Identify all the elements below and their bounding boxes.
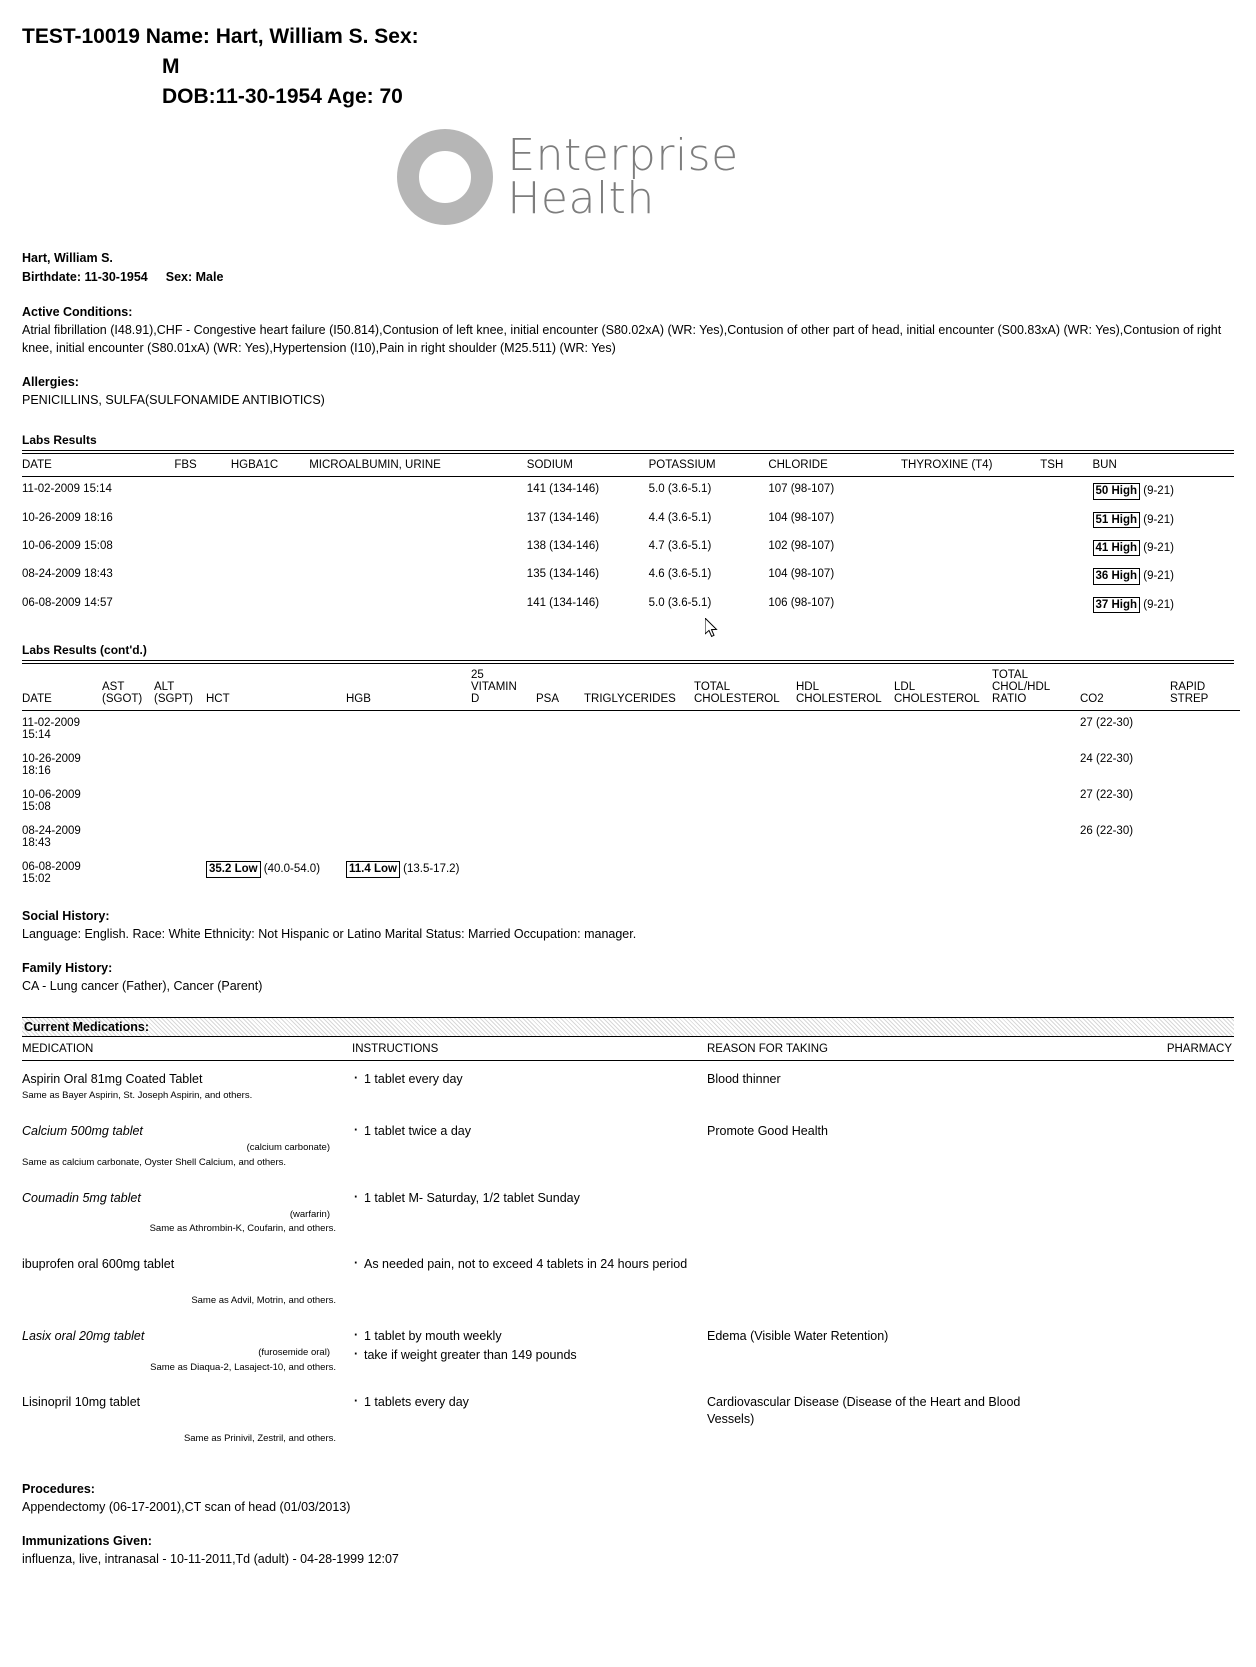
instructions-cell bbox=[352, 1318, 707, 1385]
table-row bbox=[22, 747, 1240, 783]
lab2-hct-range: (40.0-54.0) bbox=[263, 863, 321, 876]
patient-name: Hart, William S. bbox=[22, 251, 113, 266]
lab-chloride: 104 (98-107) bbox=[768, 511, 835, 524]
family-history-text: CA - Lung cancer (Father), Cancer (Parent) bbox=[22, 979, 263, 994]
lab2-hdl bbox=[796, 855, 894, 891]
pharmacy-cell bbox=[1072, 1246, 1234, 1318]
current-medications-table bbox=[22, 1037, 1234, 1456]
immunizations-text: influenza, live, intranasal - 10-11-2011,Td (adult) - 04-28-1999 12:07 bbox=[22, 1552, 399, 1567]
instructions-cell bbox=[352, 1246, 707, 1318]
lab-potassium: 5.0 (3.6-5.1) bbox=[648, 483, 712, 496]
medication-name: ibuprofen oral 600mg tablet bbox=[22, 1257, 175, 1272]
labs-col-hgba1c: HGBA1C bbox=[231, 454, 309, 477]
meds-col-reason: REASON FOR TAKING bbox=[707, 1037, 1072, 1061]
lab-chloride: 107 (98-107) bbox=[768, 483, 835, 496]
medication-cell bbox=[22, 1113, 352, 1180]
lab2-trig bbox=[584, 747, 694, 783]
immunizations-section bbox=[22, 1534, 1234, 1568]
header-line-3: DOB:11-30-1954 Age: 70 bbox=[162, 84, 403, 108]
lab-sodium: 137 (134-146) bbox=[526, 511, 600, 524]
labs-col-chloride: CHLORIDE bbox=[768, 454, 901, 477]
labs-col-potassium: POTASSIUM bbox=[649, 454, 769, 477]
header-line-2: M bbox=[162, 54, 180, 78]
lab2-hct bbox=[206, 783, 346, 819]
lab-tsh bbox=[1040, 562, 1092, 590]
patient-birthdate: Birthdate: 11-30-1954 bbox=[22, 270, 148, 285]
lab-microalbumin bbox=[309, 591, 527, 619]
lab2-rapid-strep bbox=[1170, 855, 1240, 891]
lab2-co2: 27 (22-30) bbox=[1080, 789, 1134, 802]
lab2-date: 08-24-2009 18:43 bbox=[22, 825, 81, 850]
medication-cell bbox=[22, 1318, 352, 1385]
status-badge: 41 High bbox=[1093, 540, 1141, 556]
procedures-section bbox=[22, 1482, 1234, 1516]
lab-hgba1c bbox=[231, 534, 309, 562]
lab2-trig bbox=[584, 711, 694, 748]
table-row bbox=[22, 506, 1234, 534]
lab2-co2: 26 (22-30) bbox=[1080, 825, 1134, 838]
labs-results-title: Labs Results bbox=[22, 433, 97, 448]
status-badge: 37 High bbox=[1093, 597, 1141, 613]
pharmacy-cell bbox=[1072, 1113, 1234, 1180]
lab2-alt bbox=[154, 747, 206, 783]
lab2-hct bbox=[206, 711, 346, 748]
lab2-rapid-strep bbox=[1170, 819, 1240, 855]
lab-fbs bbox=[174, 534, 231, 562]
active-conditions-title: Active Conditions: bbox=[22, 304, 133, 319]
lab-potassium: 4.4 (3.6-5.1) bbox=[648, 511, 712, 524]
medication-same-as: Same as Athrombin-K, Coufarin, and others. bbox=[149, 1223, 336, 1235]
lab-bun bbox=[1093, 591, 1235, 619]
lab2-ast bbox=[102, 711, 154, 748]
lab2-date: 06-08-2009 15:02 bbox=[22, 861, 81, 886]
medication-same-as: Same as calcium carbonate, Oyster Shell Calcium, and others. bbox=[22, 1156, 287, 1168]
document-header bbox=[22, 22, 1234, 111]
lab2-rapid-strep bbox=[1170, 783, 1240, 819]
table-row bbox=[22, 711, 1240, 748]
reason-cell: Cardiovascular Disease (Disease of the Heart and Blood Vessels) bbox=[707, 1395, 1021, 1427]
table-row bbox=[22, 1384, 1234, 1456]
lab2-hdl bbox=[796, 747, 894, 783]
lab-fbs bbox=[174, 591, 231, 619]
medication-name: Lasix oral 20mg tablet bbox=[22, 1328, 145, 1343]
lab-hgba1c bbox=[231, 562, 309, 590]
labs-col-bun: BUN bbox=[1093, 454, 1235, 477]
labs2-col-total-cholesterol: TOTAL CHOLESTEROL bbox=[694, 664, 796, 711]
lab2-hgb-range: (13.5-17.2) bbox=[403, 863, 460, 876]
lab2-trig bbox=[584, 819, 694, 855]
list-item: · 1 tablet twice a day bbox=[352, 1123, 699, 1140]
lab-potassium: 5.0 (3.6-5.1) bbox=[648, 596, 712, 609]
list-item: · 1 tablet every day bbox=[352, 1071, 699, 1088]
lab2-ldl bbox=[894, 783, 992, 819]
lab-hgba1c bbox=[231, 506, 309, 534]
lab2-total-chol bbox=[694, 747, 796, 783]
lab2-alt bbox=[154, 819, 206, 855]
table-row bbox=[22, 477, 1234, 506]
social-history-title: Social History: bbox=[22, 909, 110, 924]
lab2-ast bbox=[102, 855, 154, 891]
lab2-hgb bbox=[346, 783, 471, 819]
lab2-vitd bbox=[471, 855, 536, 891]
family-history-title: Family History: bbox=[22, 961, 113, 976]
medication-same-as: Same as Bayer Aspirin, St. Joseph Aspirin, and others. bbox=[22, 1090, 253, 1102]
lab2-psa bbox=[536, 711, 584, 748]
lab2-ratio bbox=[992, 711, 1080, 748]
lab-bun-range: (9-21) bbox=[1143, 485, 1174, 498]
lab-bun-range: (9-21) bbox=[1143, 570, 1174, 583]
medication-cell bbox=[22, 1180, 352, 1247]
lab2-alt bbox=[154, 855, 206, 891]
lab-chloride: 104 (98-107) bbox=[768, 568, 835, 581]
lab-fbs bbox=[174, 506, 231, 534]
labs-results-cont-title: Labs Results (cont'd.) bbox=[22, 643, 147, 658]
labs2-col-vitamin-d: 25 VITAMIN D bbox=[471, 664, 536, 711]
lab-chloride: 106 (98-107) bbox=[768, 596, 835, 609]
medication-name: Coumadin 5mg tablet bbox=[22, 1190, 141, 1205]
table-row bbox=[22, 1180, 1234, 1247]
medication-generic-name: (calcium carbonate) bbox=[246, 1142, 330, 1153]
labs-results-table bbox=[22, 454, 1234, 619]
social-history-section bbox=[22, 909, 1234, 943]
labs2-col-co2: CO2 bbox=[1080, 664, 1170, 711]
medication-same-as: Same as Diaqua-2, Lasaject-10, and others. bbox=[150, 1361, 336, 1373]
lab-hgba1c bbox=[231, 591, 309, 619]
lab2-ratio bbox=[992, 819, 1080, 855]
instructions-cell bbox=[352, 1061, 707, 1113]
lab-tsh bbox=[1040, 506, 1092, 534]
lab2-psa bbox=[536, 819, 584, 855]
table-row bbox=[22, 562, 1234, 590]
lab-fbs bbox=[174, 477, 231, 506]
table-row bbox=[22, 534, 1234, 562]
lab-microalbumin bbox=[309, 477, 527, 506]
lab2-alt bbox=[154, 783, 206, 819]
lab-microalbumin bbox=[309, 562, 527, 590]
medication-name: Aspirin Oral 81mg Coated Tablet bbox=[22, 1072, 203, 1087]
lab-date: 11-02-2009 15:14 bbox=[22, 483, 112, 496]
table-row bbox=[22, 1113, 1234, 1180]
lab-date: 10-06-2009 15:08 bbox=[22, 540, 113, 553]
social-history-text: Language: English. Race: White Ethnicity: Not Hispanic or Latino Marital Status: Married Occupation: manager. bbox=[22, 927, 637, 942]
labs2-col-ldl: LDL CHOLESTEROL bbox=[894, 664, 992, 711]
lab2-rapid-strep bbox=[1170, 747, 1240, 783]
lab2-hdl bbox=[796, 819, 894, 855]
meds-col-pharmacy: PHARMACY bbox=[1072, 1037, 1234, 1061]
patient-demographics bbox=[22, 268, 1234, 287]
lab-thyroxine bbox=[901, 591, 1040, 619]
lab2-hct bbox=[206, 747, 346, 783]
procedures-text: Appendectomy (06-17-2001),CT scan of head (01/03/2013) bbox=[22, 1500, 351, 1514]
lab2-ratio bbox=[992, 783, 1080, 819]
lab-thyroxine bbox=[901, 534, 1040, 562]
lab2-ldl bbox=[894, 711, 992, 748]
labs2-col-hdl: HDL CHOLESTEROL bbox=[796, 664, 894, 711]
lab-thyroxine bbox=[901, 477, 1040, 506]
allergies-section bbox=[22, 375, 1234, 409]
reason-cell: Edema (Visible Water Retention) bbox=[707, 1328, 889, 1343]
table-row bbox=[22, 591, 1234, 619]
labs2-col-hgb: HGB bbox=[346, 664, 471, 711]
labs-col-microalbumin: MICROALBUMIN, URINE bbox=[309, 454, 527, 477]
table-row bbox=[22, 1318, 1234, 1385]
lab2-psa bbox=[536, 783, 584, 819]
labs2-col-psa: PSA bbox=[536, 664, 584, 711]
medication-cell bbox=[22, 1246, 352, 1318]
instructions-cell bbox=[352, 1384, 707, 1456]
logo-wordmark bbox=[507, 130, 739, 225]
lab2-vitd bbox=[471, 819, 536, 855]
lab-date: 08-24-2009 18:43 bbox=[22, 568, 113, 581]
lab-sodium: 141 (134-146) bbox=[526, 596, 600, 609]
lab2-hdl bbox=[796, 783, 894, 819]
labs2-col-chol-hdl-ratio: TOTAL CHOL/HDL RATIO bbox=[992, 664, 1080, 711]
status-badge: 11.4 Low bbox=[346, 861, 400, 877]
reason-cell bbox=[707, 1246, 1072, 1318]
medication-name: Lisinopril 10mg tablet bbox=[22, 1395, 141, 1410]
lab-date: 06-08-2009 14:57 bbox=[22, 596, 113, 609]
patient-sex: Sex: Male bbox=[165, 270, 224, 285]
lab2-hdl bbox=[796, 711, 894, 748]
lab2-total-chol bbox=[694, 819, 796, 855]
meds-col-medication: MEDICATION bbox=[22, 1037, 352, 1061]
medication-cell bbox=[22, 1061, 352, 1113]
lab2-hct bbox=[206, 855, 346, 891]
labs-col-sodium: SODIUM bbox=[527, 454, 649, 477]
labs2-col-rapid-strep: RAPID STREP bbox=[1170, 664, 1240, 711]
lab-tsh bbox=[1040, 534, 1092, 562]
lab2-co2: 24 (22-30) bbox=[1080, 753, 1134, 766]
lab-bun-range: (9-21) bbox=[1143, 598, 1174, 611]
lab-bun-range: (9-21) bbox=[1143, 513, 1174, 526]
allergies-title: Allergies: bbox=[22, 375, 79, 390]
instructions-cell bbox=[352, 1180, 707, 1247]
lab-sodium: 135 (134-146) bbox=[526, 568, 600, 581]
lab-bun-range: (9-21) bbox=[1143, 542, 1174, 555]
lab-tsh bbox=[1040, 477, 1092, 506]
labs2-col-ast: AST (SGOT) bbox=[102, 664, 154, 711]
patient-identity bbox=[22, 249, 1234, 287]
status-badge: 35.2 Low bbox=[206, 861, 261, 877]
lab2-hgb bbox=[346, 711, 471, 748]
list-item: · As needed pain, not to exceed 4 tablets in 24 hours period bbox=[352, 1256, 699, 1273]
pharmacy-cell bbox=[1072, 1061, 1234, 1113]
header-line-1: TEST-10019 Name: Hart, William S. Sex: bbox=[22, 25, 419, 48]
lab2-ldl bbox=[894, 747, 992, 783]
lab2-total-chol bbox=[694, 855, 796, 891]
lab2-ldl bbox=[894, 819, 992, 855]
lab-potassium: 4.6 (3.6-5.1) bbox=[648, 568, 712, 581]
pharmacy-cell bbox=[1072, 1180, 1234, 1247]
lab2-ast bbox=[102, 747, 154, 783]
lab2-vitd bbox=[471, 783, 536, 819]
labs-results-cont-table bbox=[22, 664, 1240, 891]
lab2-date: 10-06-2009 15:08 bbox=[22, 789, 81, 814]
lab2-date: 10-26-2009 18:16 bbox=[22, 753, 81, 778]
lab-fbs bbox=[174, 562, 231, 590]
labs-col-date: DATE bbox=[22, 454, 174, 477]
medication-generic-name: (warfarin) bbox=[289, 1208, 330, 1220]
lab-bun bbox=[1093, 477, 1235, 506]
table-row bbox=[22, 1061, 1234, 1113]
immunizations-title: Immunizations Given: bbox=[22, 1534, 152, 1549]
lab-microalbumin bbox=[309, 534, 527, 562]
lab2-vitd bbox=[471, 747, 536, 783]
table-row bbox=[22, 855, 1240, 891]
active-conditions-section bbox=[22, 305, 1234, 357]
family-history-section bbox=[22, 961, 1234, 995]
logo-line-2: Health bbox=[507, 173, 655, 225]
lab2-hct bbox=[206, 819, 346, 855]
lab-date: 10-26-2009 18:16 bbox=[22, 511, 113, 524]
medication-same-as: Same as Advil, Motrin, and others. bbox=[191, 1295, 336, 1306]
pharmacy-cell bbox=[1072, 1318, 1234, 1385]
table-row bbox=[22, 1246, 1234, 1318]
status-badge: 36 High bbox=[1093, 568, 1141, 584]
lab2-psa bbox=[536, 855, 584, 891]
enterprise-health-logo bbox=[22, 129, 1234, 225]
pharmacy-cell bbox=[1072, 1384, 1234, 1456]
labs-col-tsh: TSH bbox=[1040, 454, 1092, 477]
reason-cell: Promote Good Health bbox=[707, 1124, 828, 1139]
labs2-col-date: DATE bbox=[22, 664, 102, 711]
medication-cell bbox=[22, 1384, 352, 1456]
labs2-col-hct: HCT bbox=[206, 664, 346, 711]
labs2-col-alt: ALT (SGPT) bbox=[154, 664, 206, 711]
lab2-ratio bbox=[992, 855, 1080, 891]
allergies-text: PENICILLINS, SULFA(SULFONAMIDE ANTIBIOTICS) bbox=[22, 393, 325, 408]
status-badge: 50 High bbox=[1093, 483, 1141, 499]
lab-potassium: 4.7 (3.6-5.1) bbox=[648, 540, 712, 553]
lab2-total-chol bbox=[694, 783, 796, 819]
reason-cell: Blood thinner bbox=[707, 1072, 781, 1087]
medication-name: Calcium 500mg tablet bbox=[22, 1124, 143, 1139]
medication-generic-name: (furosemide oral) bbox=[258, 1346, 330, 1358]
lab2-rapid-strep bbox=[1170, 711, 1240, 748]
lab2-ast bbox=[102, 783, 154, 819]
procedures-title: Procedures: bbox=[22, 1482, 95, 1496]
instructions-cell bbox=[352, 1113, 707, 1180]
lab2-vitd bbox=[471, 711, 536, 748]
lab2-co2 bbox=[1080, 855, 1170, 891]
lab2-ast bbox=[102, 819, 154, 855]
lab2-co2: 27 (22-30) bbox=[1080, 717, 1134, 730]
lab-microalbumin bbox=[309, 506, 527, 534]
lab-thyroxine bbox=[901, 562, 1040, 590]
ring-logo-icon bbox=[397, 129, 493, 225]
labs2-col-triglycerides: TRIGLYCERIDES bbox=[584, 664, 694, 711]
labs-col-thyroxine: THYROXINE (T4) bbox=[901, 454, 1040, 477]
lab-thyroxine bbox=[901, 506, 1040, 534]
lab2-hgb bbox=[346, 855, 471, 891]
lab-chloride: 102 (98-107) bbox=[768, 540, 835, 553]
list-item: · 1 tablet M- Saturday, 1/2 tablet Sunday bbox=[352, 1190, 699, 1207]
lab-bun bbox=[1093, 562, 1235, 590]
table-row bbox=[22, 819, 1240, 855]
lab2-psa bbox=[536, 747, 584, 783]
table-row bbox=[22, 783, 1240, 819]
lab-tsh bbox=[1040, 591, 1092, 619]
lab2-ldl bbox=[894, 855, 992, 891]
lab-bun bbox=[1093, 506, 1235, 534]
active-conditions-text: Atrial fibrillation (I48.91),CHF - Congestive heart failure (I50.814),Contusion of left knee, initial encounter (S80.02xA) (WR: Yes),Contusion of other part of head, initial encounter (S00.83xA) (WR: Yes),Contusion of right knee, initial encounter (S80.01xA) (WR: Yes),Hypertension (I10),Pain in right shoulder (M25.511) (WR: Yes) bbox=[22, 322, 1222, 356]
lab2-ratio bbox=[992, 747, 1080, 783]
lab2-date: 11-02-2009 15:14 bbox=[22, 717, 80, 742]
lab-bun bbox=[1093, 534, 1235, 562]
lab2-trig bbox=[584, 783, 694, 819]
lab-sodium: 138 (134-146) bbox=[526, 540, 600, 553]
lab-hgba1c bbox=[231, 477, 309, 506]
meds-col-instructions: INSTRUCTIONS bbox=[352, 1037, 707, 1061]
current-medications-title: Current Medications: bbox=[22, 1017, 1234, 1037]
lab2-alt bbox=[154, 711, 206, 748]
lab2-trig bbox=[584, 855, 694, 891]
status-badge: 51 High bbox=[1093, 512, 1141, 528]
reason-cell bbox=[707, 1180, 1072, 1247]
lab2-hgb bbox=[346, 819, 471, 855]
lab2-hgb bbox=[346, 747, 471, 783]
lab-sodium: 141 (134-146) bbox=[526, 483, 600, 496]
medication-same-as: Same as Prinivil, Zestril, and others. bbox=[183, 1433, 336, 1445]
list-item: · 1 tablets every day bbox=[352, 1394, 699, 1411]
list-item: · 1 tablet by mouth weekly bbox=[352, 1328, 699, 1345]
logo-line-1: Enterprise bbox=[507, 130, 739, 182]
labs-col-fbs: FBS bbox=[174, 454, 231, 477]
lab2-total-chol bbox=[694, 711, 796, 748]
list-item: · take if weight greater than 149 pounds bbox=[352, 1347, 699, 1364]
